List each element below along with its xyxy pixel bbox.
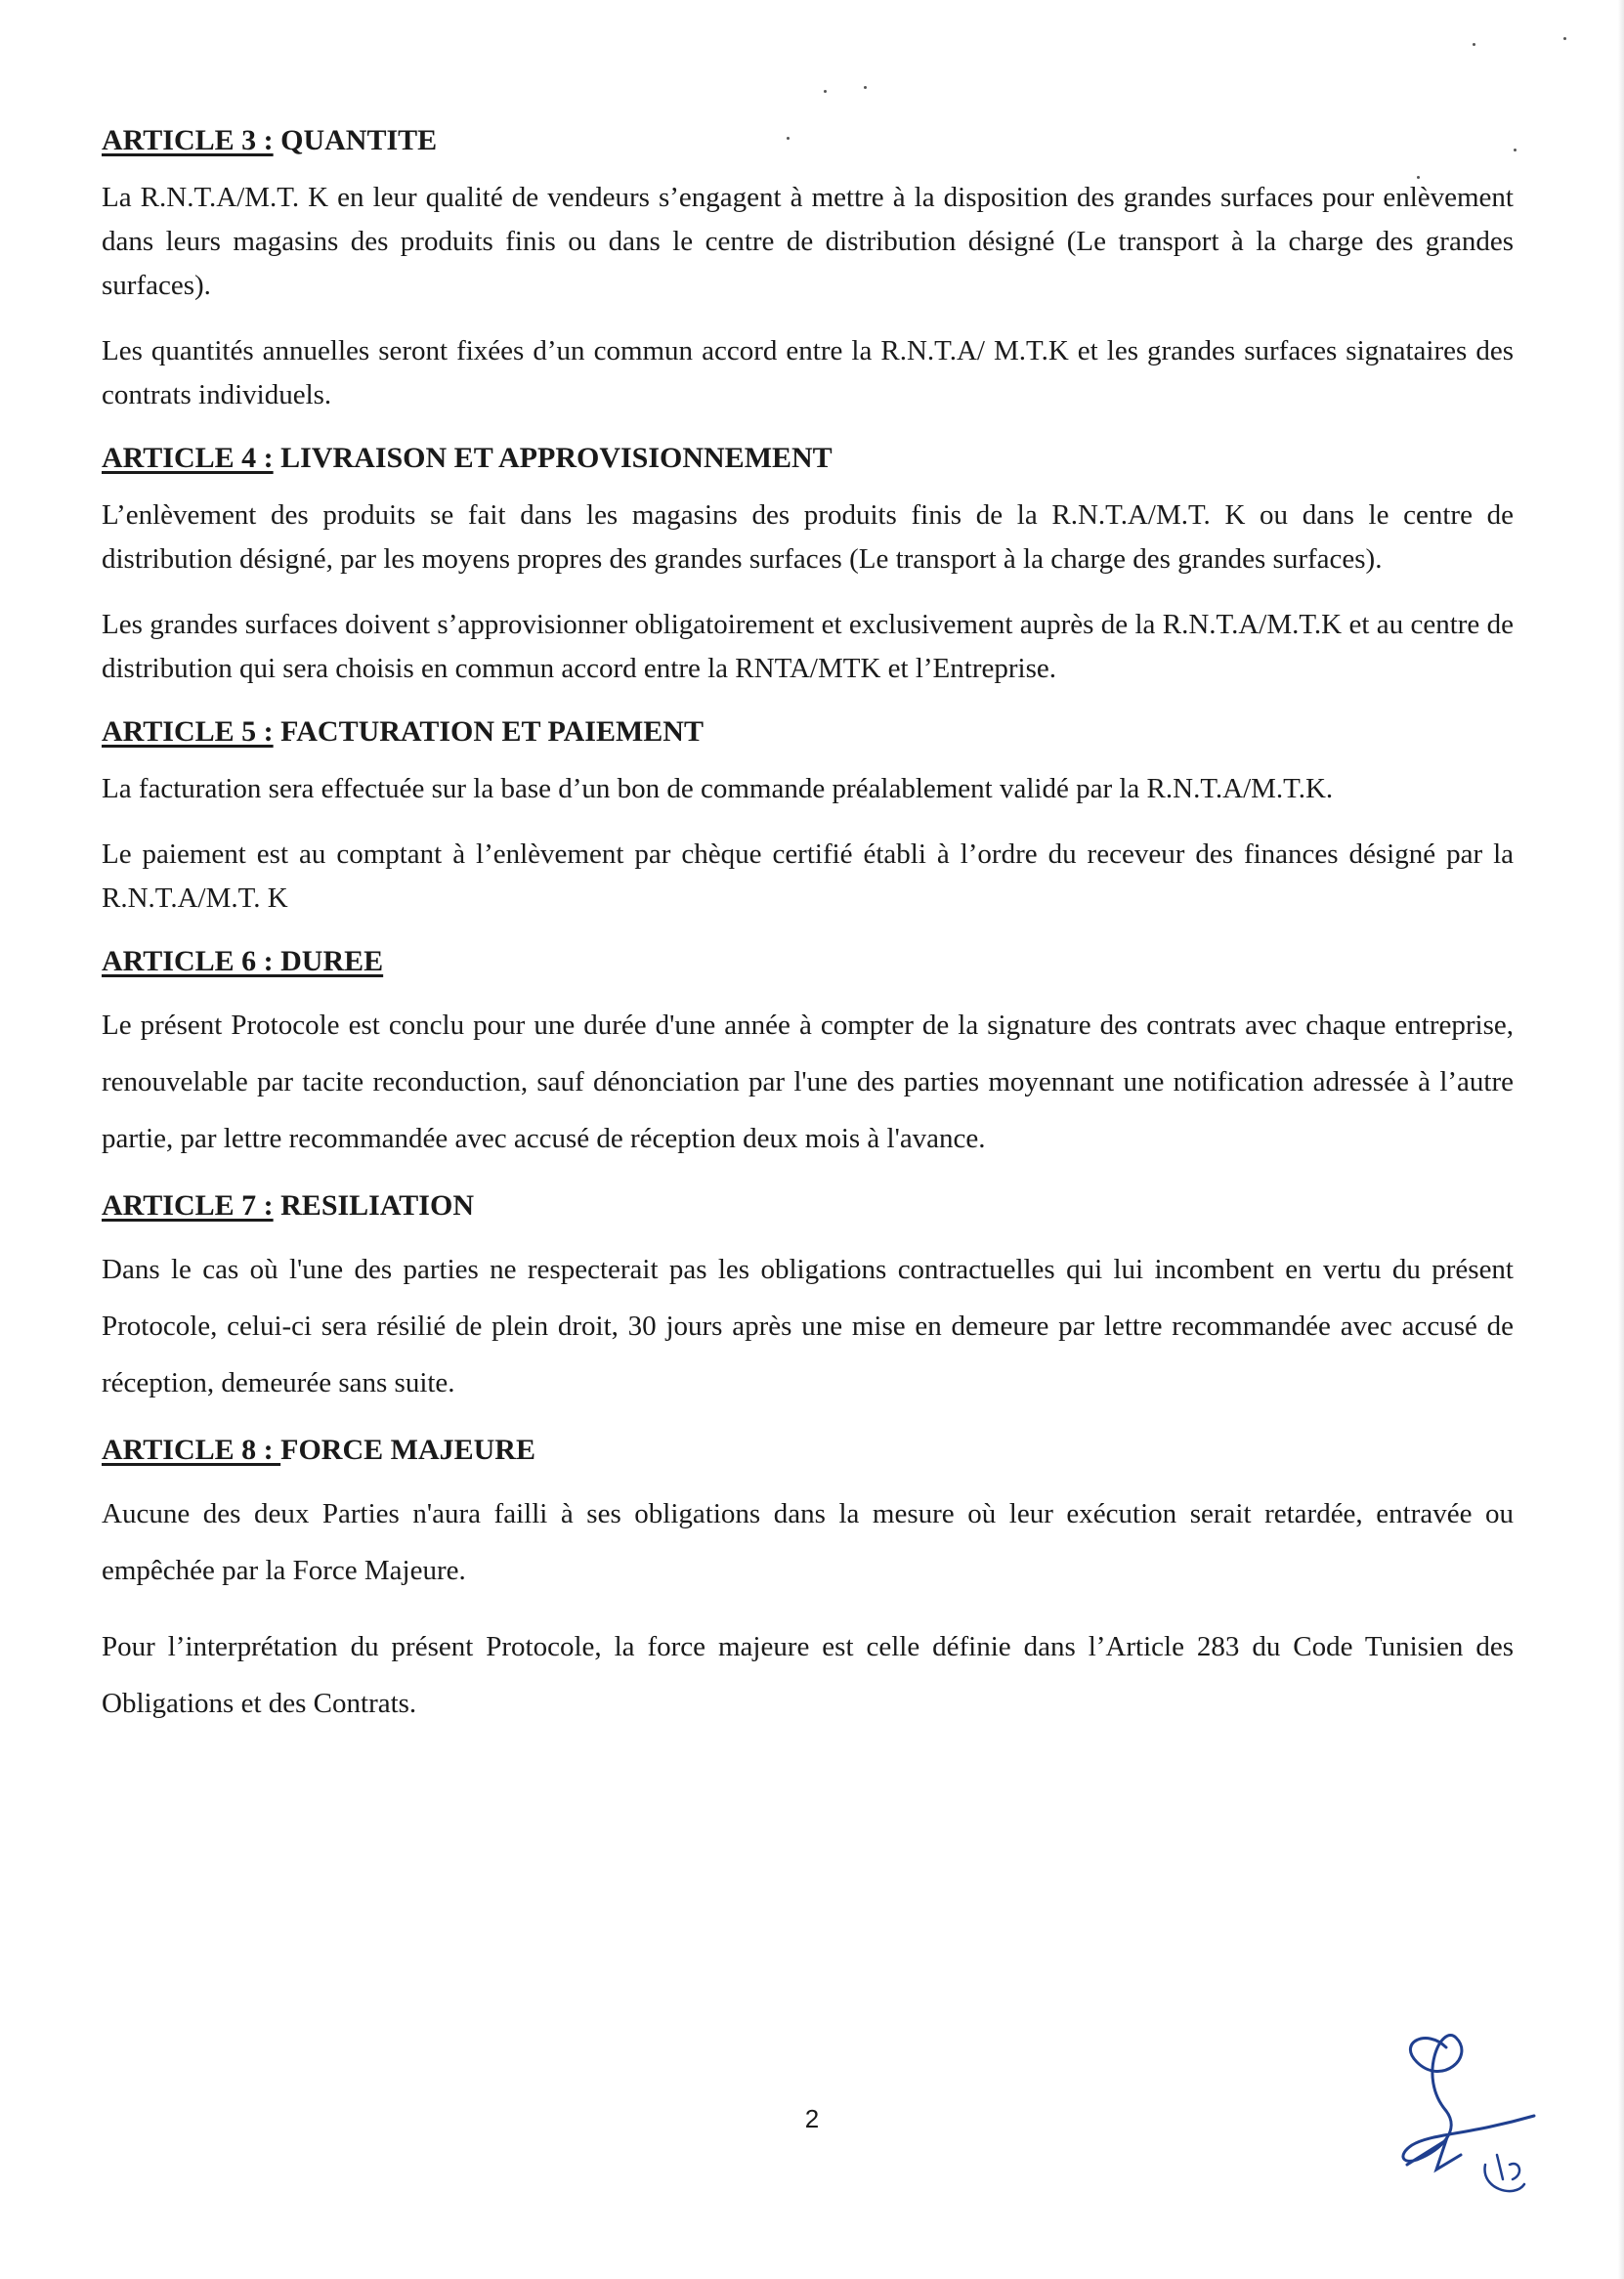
- article-number: ARTICLE 7 :: [102, 1189, 274, 1222]
- article-paragraph: Dans le cas où l'une des parties ne respecterait pas les obligations contractuelles qui lui incombent en vertu du présent Protocole, celui-ci sera résilié de plein droit, 30 jours après une mise en demeure par lettre recommandée avec accusé de réception, demeurée sans suite.: [102, 1254, 1514, 1398]
- article-heading: [102, 121, 1514, 160]
- article-3: [102, 121, 1514, 417]
- article-paragraph: Le paiement est au comptant à l’enlèvement par chèque certifié établi à l’ordre du receveur des finances désigné par la R.N.T.A/M.T. K: [102, 838, 1514, 914]
- article-paragraph: L’enlèvement des produits se fait dans les magasins des produits finis de la R.N.T.A/M.T. K ou dans le centre de distribution désigné, par les moyens propres des grandes surfaces (Le transport à la charge des grandes surfaces).: [102, 499, 1514, 575]
- scan-speck: [1563, 37, 1566, 40]
- article-heading: [102, 1431, 1514, 1470]
- handwritten-signature: [1388, 2018, 1554, 2204]
- article-number: ARTICLE 4 :: [102, 442, 274, 474]
- scan-speck: [1514, 149, 1517, 151]
- article-heading: [102, 439, 1514, 478]
- article-paragraph: Les quantités annuelles seront fixées d’un commun accord entre la R.N.T.A/ M.T.K et les grandes surfaces signataires des contrats individuels.: [102, 335, 1514, 410]
- article-paragraph: Pour l’interprétation du présent Protocole, la force majeure est celle définie dans l’Article 283 du Code Tunisien des Obligations et des Contrats.: [102, 1631, 1514, 1719]
- article-number: ARTICLE 6 : DUREE: [102, 945, 384, 977]
- article-number: ARTICLE 3 :: [102, 124, 274, 156]
- article-heading: [102, 712, 1514, 752]
- article-7: [102, 1186, 1514, 1411]
- article-5: [102, 712, 1514, 921]
- article-paragraph: La facturation sera effectuée sur la base d’un bon de commande préalablement validé par la R.N.T.A/M.T.K.: [102, 773, 1334, 804]
- article-heading: [102, 1186, 1514, 1226]
- page-number: 2: [804, 2104, 820, 2133]
- article-title: FACTURATION ET PAIEMENT: [273, 715, 704, 748]
- article-number: ARTICLE 8 :: [102, 1434, 281, 1466]
- article-title: LIVRAISON ET APPROVISIONNEMENT: [273, 442, 833, 474]
- scan-speck: [1473, 43, 1475, 46]
- article-heading: [102, 942, 1514, 981]
- document-body: [102, 121, 1514, 1751]
- article-paragraph: Aucune des deux Parties n'aura failli à ses obligations dans la mesure où leur exécution serait retardée, entravée ou empêchée par la Force Majeure.: [102, 1498, 1514, 1586]
- article-paragraph: Les grandes surfaces doivent s’approvisionner obligatoirement et exclusivement auprès de la R.N.T.A/M.T.K et au centre de distribution qui sera choisis en commun accord entre la RNTA/MTK et l’Entreprise.: [102, 609, 1514, 684]
- article-4: [102, 439, 1514, 691]
- scan-speck: [824, 90, 827, 93]
- article-title: FORCE MAJEURE: [280, 1434, 535, 1466]
- article-6: [102, 942, 1514, 1167]
- article-title: QUANTITE: [273, 124, 438, 156]
- scan-speck: [864, 86, 867, 89]
- article-paragraph: La R.N.T.A/M.T. K en leur qualité de vendeurs s’engagent à mettre à la disposition des grandes surfaces pour enlèvement dans leurs magasins des produits finis ou dans le centre de distribution désigné (Le transport à la charge des grandes surfaces).: [102, 182, 1514, 301]
- article-8: [102, 1431, 1514, 1732]
- article-paragraph: Le présent Protocole est conclu pour une durée d'une année à compter de la signature des contrats avec chaque entreprise, renouvelable par tacite reconduction, sauf dénonciation par l'une des parties moyennant une notification adressée à l’autre partie, par lettre recommandée avec accusé de réception deux mois à l'avance.: [102, 1010, 1514, 1154]
- article-title: RESILIATION: [273, 1189, 474, 1222]
- scan-edge-shadow: [1618, 0, 1624, 2279]
- article-number: ARTICLE 5 :: [102, 715, 274, 748]
